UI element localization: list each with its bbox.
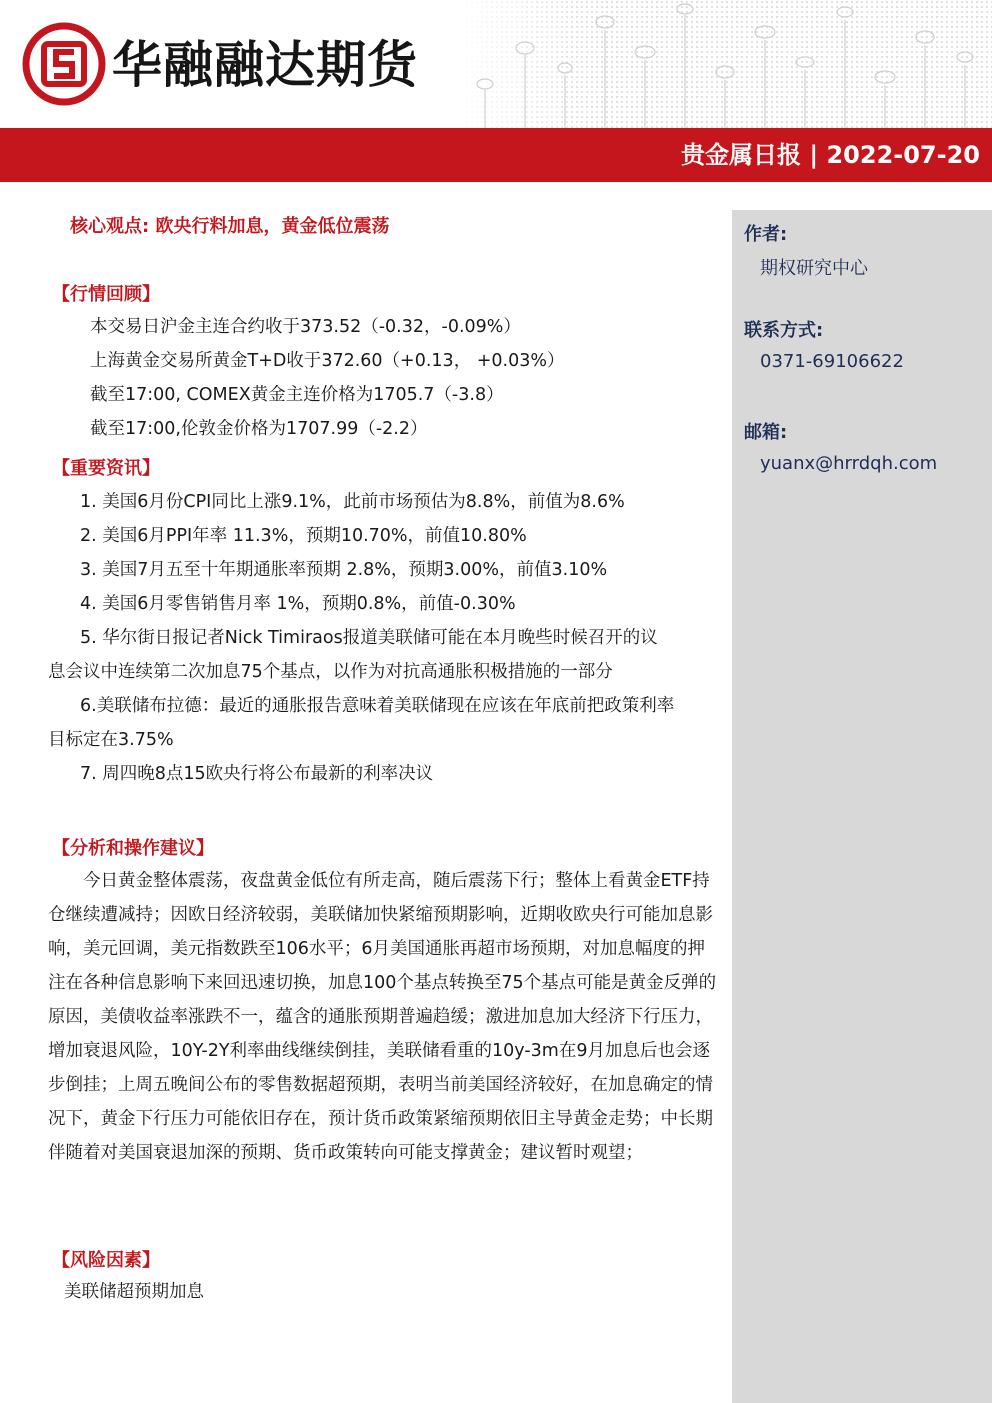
author-sidebar — [732, 210, 992, 1403]
news-item: 3. 美国7月五至十年期通胀率预期 2.8%，预期3.00%，前值3.10% — [80, 560, 608, 580]
analysis-heading: 【分析和操作建议】 — [52, 838, 214, 859]
analysis-paragraph — [48, 864, 722, 1170]
market-review-heading: 【行情回顾】 — [52, 284, 160, 305]
contact-phone: 0371-69106622 — [760, 351, 904, 372]
news-item: 目标定在3.75% — [48, 730, 174, 750]
core-view-title: 核心观点: 欧央行料加息，黄金低位震荡 — [70, 216, 390, 237]
author-label: 作者: — [744, 224, 788, 245]
news-item: 1. 美国6月份CPI同比上涨9.1%，此前市场预估为8.8%，前值为8.6% — [80, 492, 625, 512]
report-title: 贵金属日报 | 2022-07-20 — [681, 141, 980, 169]
news-item: 6.美联储布拉德：最近的通胀报告意味着美联储现在应该在年底前把政策利率 — [80, 696, 675, 716]
market-review-line: 截至17:00,伦敦金价格为1707.99（-2.2） — [90, 419, 428, 439]
risk-heading: 【风险因素】 — [52, 1250, 160, 1271]
news-item: 息会议中连续第二次加息75个基点，以作为对抗高通胀积极措施的一部分 — [48, 662, 613, 682]
market-review-line: 本交易日沪金主连合约收于373.52（-0.32，-0.09%） — [90, 317, 521, 337]
analysis-text: 今日黄金整体震荡，夜盘黄金低位有所走高，随后震荡下行；整体上看黄金ETF持仓继续遭减持；因欧日经济较弱，美联储加快紧缩预期影响，近期收欧央行可能加息影响，美元回调，美元指数跌至106水平；6月美国通胀再超市场预期，对加息幅度的押注在各种信息影响下来回迅速切换，加息100个基点转换至75个基点可能是黄金反弹的原因，美债收益率涨跌不一，蕴含的通胀预期普遍趋缓；激进加息加大经济下行压力，增加衰退风险，10Y-2Y利率曲线继续倒挂，美联储看重的10y-3m在9月加息后也会逐步倒挂；上周五晚间公布的零售数据超预期，表明当前美国经济较好，在加息确定的情况下，黄金下行压力可能依旧存在，预计货币政策紧缩预期依旧主导黄金走势；中长期伴随着对美国衰退加深的预期、货币政策转向可能支撑黄金；建议暂时观望； — [48, 871, 717, 1163]
brand-name: 华融融达期货 — [112, 35, 418, 94]
author-value: 期权研究中心 — [760, 258, 868, 279]
news-item: 7. 周四晚8点15欧央行将公布最新的利率决议 — [80, 764, 434, 784]
market-review-line: 截至17:00, COMEX黄金主连价格为1705.7（-3.8） — [90, 385, 504, 405]
news-item: 4. 美国6月零售销售月率 1%，预期0.8%，前值-0.30% — [80, 594, 516, 614]
risk-text: 美联储超预期加息 — [64, 1282, 204, 1302]
news-item: 2. 美国6月PPI年率 11.3%，预期10.70%，前值10.80% — [80, 526, 527, 546]
email-address[interactable]: yuanx@hrrdqh.com — [760, 453, 938, 474]
market-review-line: 上海黄金交易所黄金T+D收于372.60（+0.13， +0.03%） — [90, 351, 565, 371]
email-label: 邮箱: — [744, 422, 788, 443]
contact-label: 联系方式: — [744, 320, 824, 341]
news-heading: 【重要资讯】 — [52, 458, 160, 479]
news-item: 5. 华尔街日报记者Nick Timiraos报道美联储可能在本月晚些时候召开的议 — [80, 628, 658, 648]
